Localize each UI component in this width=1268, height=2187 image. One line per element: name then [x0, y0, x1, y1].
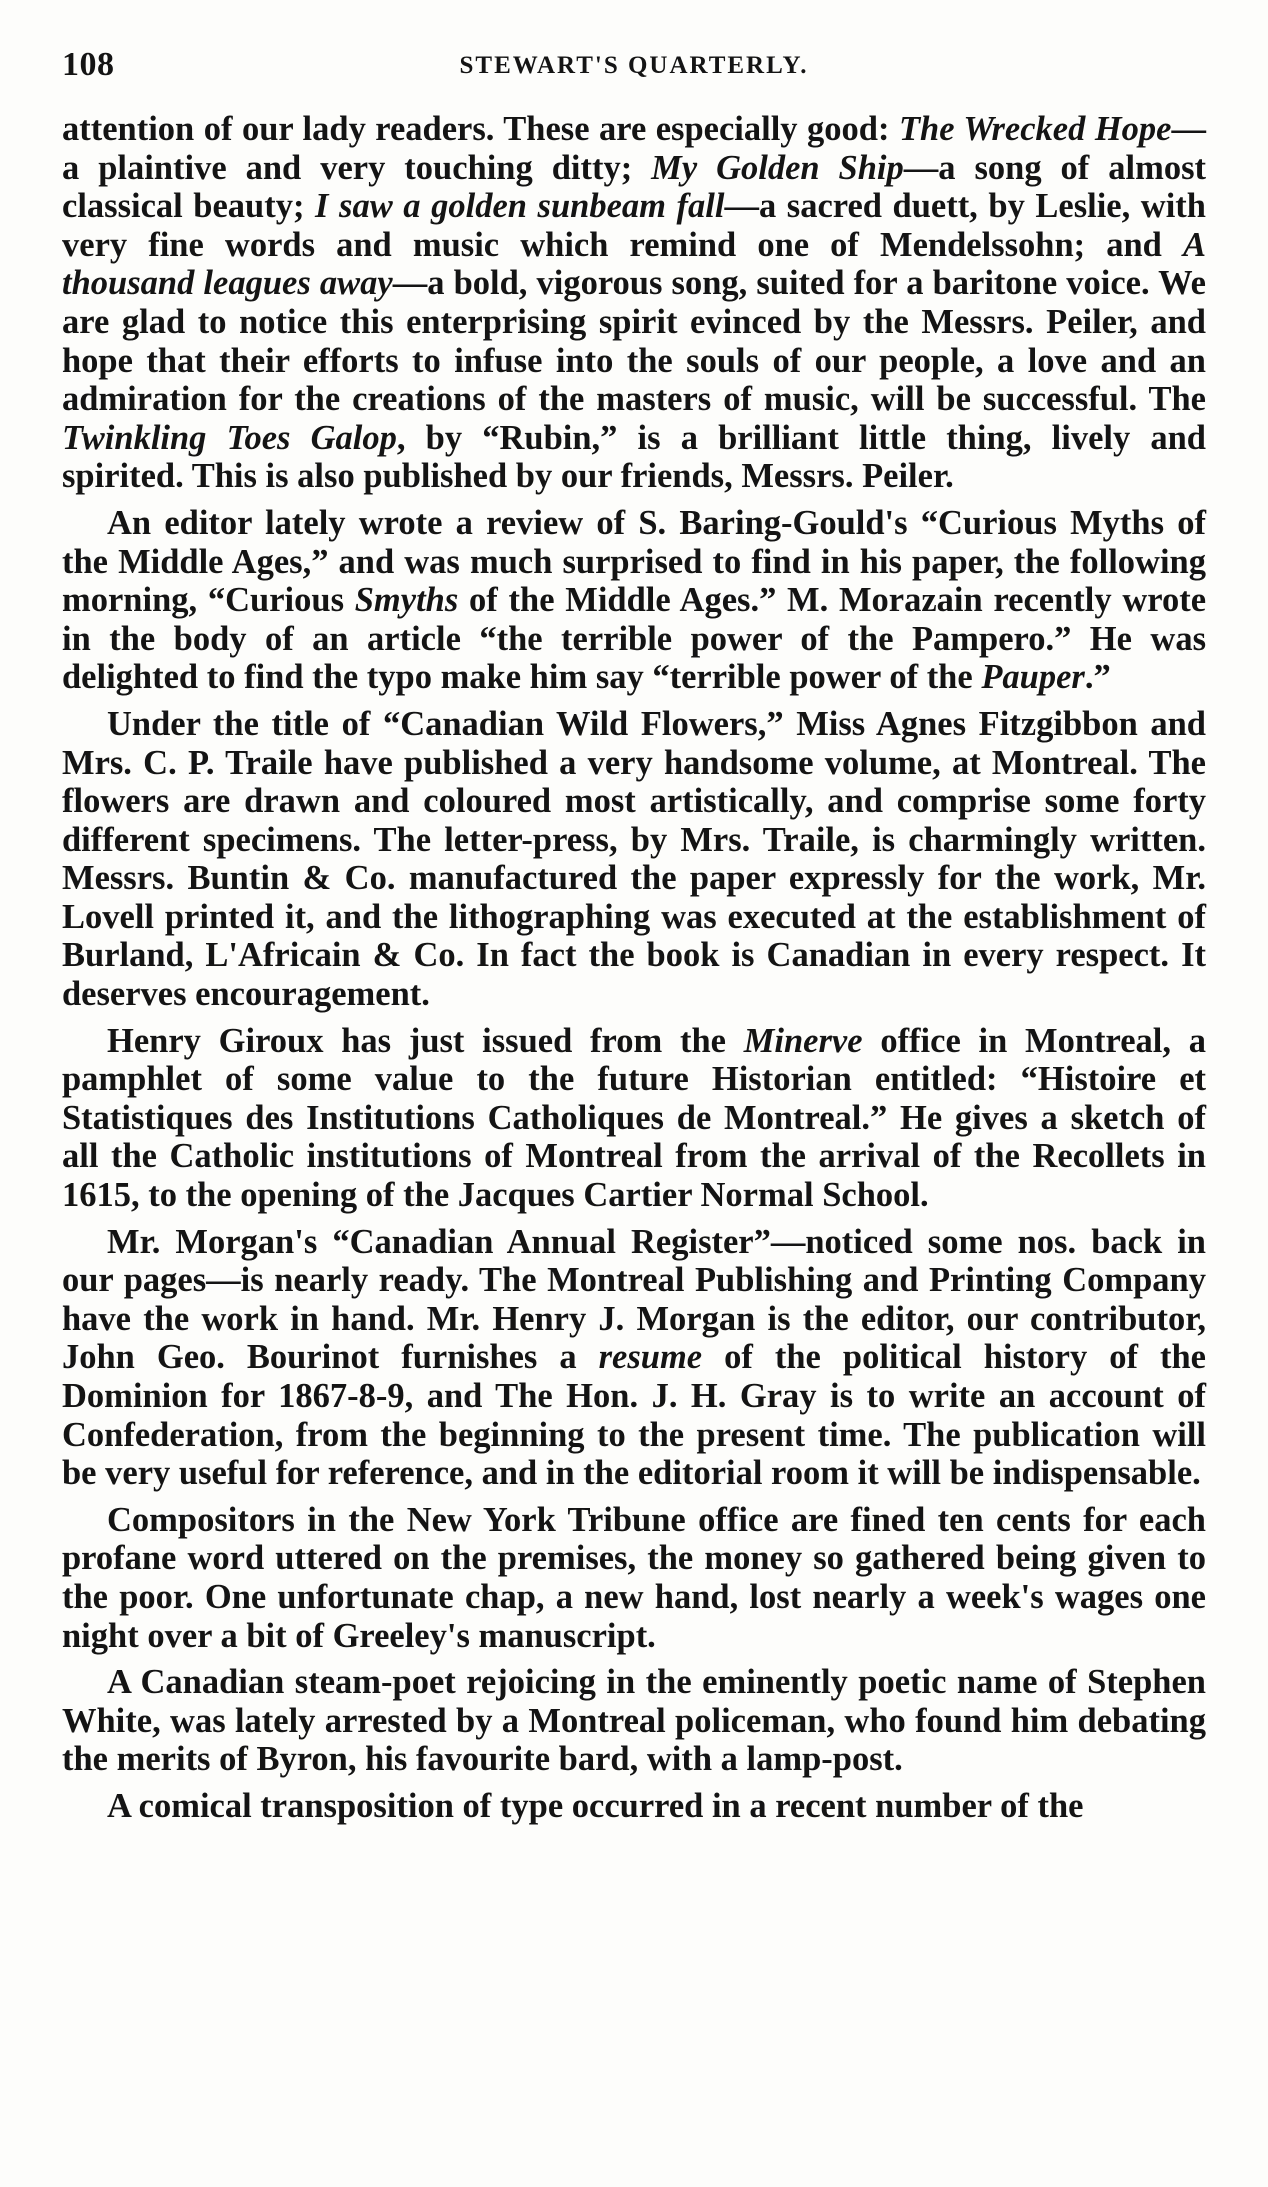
article-body: [62, 110, 1206, 1826]
paragraph: [62, 1663, 1206, 1779]
text-run: An editor lately wrote a review of S. Baring-Gould's “Curious Myths of the Middle Ages,” and was much surprised to find in his paper, the following morning, “Curious: [62, 503, 1206, 620]
page-header: [62, 46, 1206, 110]
text-run: Under the title of “Canadian Wild Flowers,” Miss Agnes Fitzgibbon and Mrs. C. P. Traile have published a very handsome volume, at Montreal. The flowers are drawn and coloured most artistically, and comprise some forty different specimens. The letter-press, by Mrs. Traile, is charmingly written. Messrs. Buntin & Co. manufactured the paper expressly for the work, Mr. Lovell printed it, and the lithographing was executed at the establishment of Burland, L'Africain & Co. In fact the book is Canadian in every respect. It deserves encouragement.: [62, 704, 1206, 1014]
text-run: .”: [1084, 658, 1111, 697]
text-run: Compositors in the New York Tribune office are fined ten cents for each profane word uttered on the premises, the money so gathered being given to the poor. One unfortunate chap, a new hand, lost nearly a week's wages one night over a bit of Greeley's manuscript.: [62, 1500, 1206, 1655]
text-run: —a bold, vigorous song, suited for a baritone voice. We are glad to notice this enterprising spirit evinced by the Messrs. Peiler, and hope that their efforts to infuse into the souls of our people, a love and an admiration for the creations of the masters of music, will be successful. The: [62, 264, 1206, 419]
italic-text: resume: [598, 1338, 703, 1377]
text-run: Henry Giroux has just issued from the: [107, 1021, 744, 1060]
paragraph: [62, 705, 1206, 1014]
text-run: office in Montreal, a pamphlet of some value to the future Historian entitled: “Histoire et Statistiques des Institutions Catholiques de Montreal.” He gives a sketch of all the Catholic institutions of Montreal from the arrival of the Recollets in 1615, to the opening of the Jacques Cartier Normal School.: [62, 1021, 1206, 1215]
italic-text: My Golden Ship: [651, 148, 904, 187]
running-title: STEWART'S QUARTERLY.: [459, 52, 809, 79]
italic-text: Minerve: [743, 1021, 863, 1060]
italic-text: Smyths: [354, 581, 459, 620]
text-run: —a plaintive and very touching ditty;: [62, 110, 1206, 187]
text-run: A Canadian steam-poet rejoicing in the eminently poetic name of Stephen White, was lately arrested by a Montreal policeman, who found him debating the merits of Byron, his favourite bard, with a lamp-post.: [62, 1663, 1206, 1779]
paragraph: [62, 1223, 1206, 1493]
paragraph: [62, 1501, 1206, 1655]
italic-text: Twinkling Toes Galop: [62, 418, 397, 457]
italic-text: I saw a golden sunbeam fall: [315, 187, 725, 226]
text-run: —a sacred duett, by Leslie, with very fine words and music which remind one of Mendelssohn; and: [62, 187, 1206, 264]
text-run: A comical transposition of type occurred in a recent number of the: [107, 1786, 1084, 1825]
italic-text: Pauper: [981, 658, 1085, 697]
paragraph: [62, 1022, 1206, 1215]
text-run: , by “Rubin,” is a brilliant little thing, lively and spirited. This is also published by our friends, Messrs. Peiler.: [62, 418, 1206, 496]
italic-text: A thousand leagues away: [62, 225, 1206, 303]
italic-text: The Wrecked Hope: [898, 110, 1172, 148]
paragraph: [62, 110, 1206, 496]
text-run: attention of our lady readers. These are especially good:: [62, 110, 899, 148]
text-run: of the Middle Ages.” M. Morazain recently wrote in the body of an article “the terrible power of the Pampero.” He was delighted to find the typo make him say “terrible power of the: [62, 581, 1207, 697]
page-number: 108: [62, 46, 115, 83]
paragraph: [62, 504, 1206, 697]
text-run: Mr. Morgan's “Canadian Annual Register”—noticed some nos. back in our pages—is nearly ready. The Montreal Publishing and Printing Company have the work in hand. Mr. Henry J. Morgan is the editor, our contributor, John Geo. Bourinot furnishes a: [62, 1222, 1206, 1377]
text-run: of the political history of the Dominion for 1867-8-9, and The Hon. J. H. Gray is to write an account of Confederation, from the beginning to the present time. The publication will be very useful for reference, and in the editorial room it will be indispensable.: [62, 1338, 1206, 1493]
text-run: —a song of almost classical beauty;: [62, 148, 1206, 226]
paragraph: [62, 1787, 1206, 1826]
